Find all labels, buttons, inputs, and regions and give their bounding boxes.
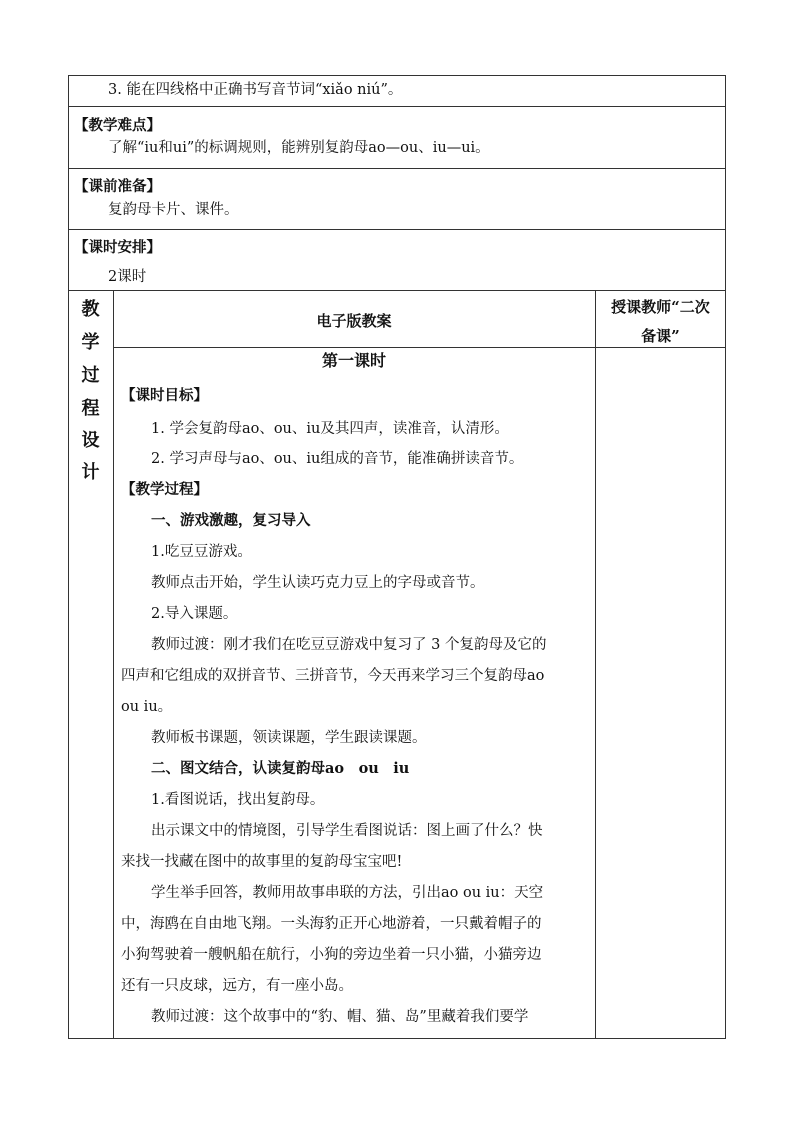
paragraph-line: 教师过渡：刚才我们在吃豆豆游戏中复习了 3 个复韵母及它的 <box>151 637 547 653</box>
paragraph-line: 出示课文中的情境图，引导学生看图说话：图上画了什么？快 <box>151 823 543 839</box>
schedule-heading: 【课时安排】 <box>74 239 161 256</box>
paragraph-line: 学生举手回答，教师用故事串联的方法，引出ao ou iu：天空 <box>151 885 544 901</box>
row-divider <box>68 290 726 291</box>
difficulty-text: 了解“iu和ui”的标调规则，能辨别复韵母ao—ou、iu—ui。 <box>108 140 490 156</box>
step-item: 2.导入课题。 <box>151 606 238 622</box>
column-header-plan: 电子版教案 <box>316 312 392 330</box>
paragraph-line: 来找一找藏在图中的故事里的复韵母宝宝吧! <box>121 854 403 870</box>
row-divider <box>68 229 726 230</box>
paragraph-line: ou iu。 <box>121 699 173 715</box>
step-item: 1.吃豆豆游戏。 <box>151 544 252 560</box>
side-label-char: 过 <box>81 365 100 386</box>
section-heading: 一、游戏激趣，复习导入 <box>151 512 311 529</box>
section-heading: 二、图文结合，认读复韵母ao ou iu <box>151 760 410 777</box>
paragraph-line: 小狗驾驶着一艘帆船在航行，小狗的旁边坐着一只小猫，小猫旁边 <box>121 947 542 963</box>
paragraph-line: 四声和它组成的双拼音节、三拼音节，今天再来学习三个复韵母ao <box>121 668 545 684</box>
side-label-char: 教 <box>81 299 100 320</box>
paragraph-line: 教师过渡：这个故事中的“豹、帽、猫、岛”里藏着我们要学 <box>151 1009 529 1025</box>
column-divider <box>113 290 114 1039</box>
column-header-teacher: 备课” <box>641 327 680 345</box>
column-divider <box>595 290 596 1039</box>
side-label-char: 学 <box>81 332 100 353</box>
paragraph-line: 还有一只皮球，远方，有一座小岛。 <box>121 978 353 994</box>
step-item: 1.看图说话，找出复韵母。 <box>151 792 325 808</box>
schedule-text: 2课时 <box>108 269 147 285</box>
goal-heading: 【课时目标】 <box>121 387 208 404</box>
difficulty-heading: 【教学难点】 <box>74 117 161 134</box>
side-label-char: 程 <box>81 398 100 419</box>
prep-text: 复韵母卡片、课件。 <box>108 202 239 218</box>
process-heading: 【教学过程】 <box>121 481 208 498</box>
side-label-char: 计 <box>81 462 100 483</box>
row-divider <box>68 106 726 107</box>
header-divider <box>113 347 726 348</box>
objective-item-3: 3. 能在四线格中正确书写音节词“xiǎo niú”。 <box>108 82 403 98</box>
goal-item: 2. 学习声母与ao、ou、iu组成的音节，能准确拼读音节。 <box>151 451 524 467</box>
lesson-title: 第一课时 <box>321 351 386 370</box>
goal-item: 1. 学会复韵母ao、ou、iu及其四声，读准音，认清形。 <box>151 421 509 437</box>
lesson-plan-page <box>68 75 726 1039</box>
prep-heading: 【课前准备】 <box>74 178 161 195</box>
side-label-char: 设 <box>81 430 100 451</box>
step-text: 教师点击开始，学生认读巧克力豆上的字母或音节。 <box>151 575 485 591</box>
column-header-teacher: 授课教师“二次 <box>611 298 710 316</box>
row-divider <box>68 168 726 169</box>
paragraph-line: 中，海鸥在自由地飞翔。一头海豹正开心地游着，一只戴着帽子的 <box>121 916 542 932</box>
paragraph-line: 教师板书课题，领读课题，学生跟读课题。 <box>151 730 427 746</box>
